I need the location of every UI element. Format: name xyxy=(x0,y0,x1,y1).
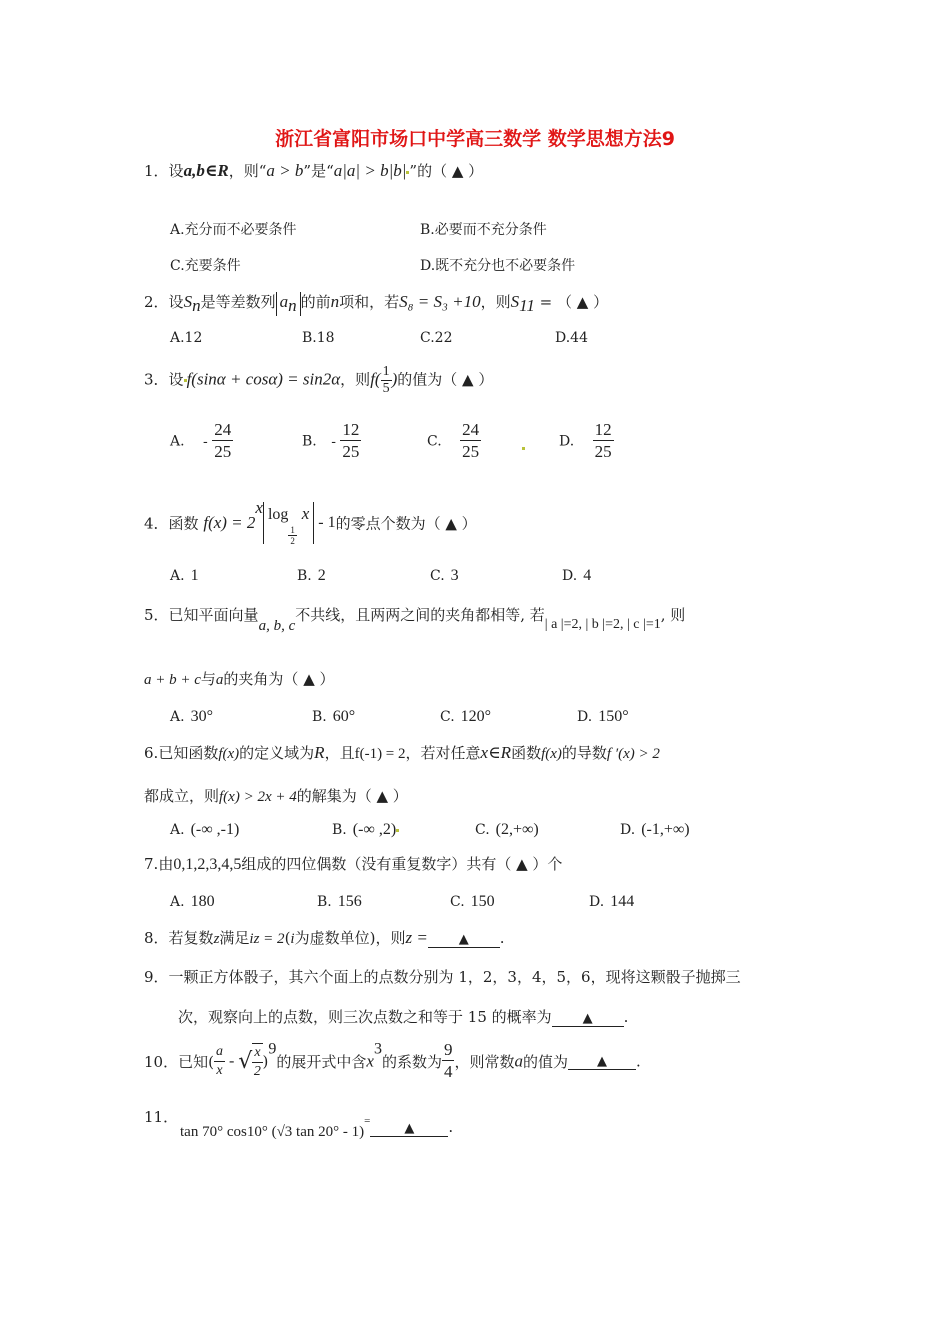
text: ”是“ xyxy=(303,162,334,180)
option-value: 156 xyxy=(337,893,362,910)
option-value: 4 xyxy=(583,567,592,584)
option-label: B. xyxy=(297,568,312,584)
math-expr: f(x) xyxy=(541,746,562,762)
numerator: 1 xyxy=(290,525,295,535)
option-value: 150 xyxy=(470,893,495,910)
minus-sign: - xyxy=(331,433,336,450)
text: ( xyxy=(284,929,291,947)
q5-option-a[interactable] xyxy=(170,708,213,726)
option-label: B. xyxy=(332,822,347,838)
question-number: 9． xyxy=(144,968,169,986)
answer-blank[interactable]: ▲ xyxy=(428,932,500,948)
option-value: 3 xyxy=(450,567,459,584)
question-number: 8． xyxy=(144,929,169,947)
q1-option-d[interactable]: D.既不充分也不必要条件 xyxy=(420,258,576,274)
q7-option-a[interactable] xyxy=(170,893,215,911)
answer-blank[interactable]: ▲ xyxy=(552,1011,624,1027)
text: 的系数为 xyxy=(381,1053,442,1071)
log-text: log xyxy=(267,506,289,523)
text: 次，观察向上的点数，则三次点数之和等于 15 的概率为 xyxy=(178,1008,552,1026)
text: ”的（ ▲ ） xyxy=(409,162,484,180)
denominator: 2 xyxy=(253,1063,261,1079)
question-11-stem xyxy=(180,1115,453,1141)
question-7-stem xyxy=(144,853,562,874)
numerator: 24 xyxy=(214,420,232,439)
math-expr: z xyxy=(213,931,220,947)
dot-mark xyxy=(522,447,525,450)
math-sup: x xyxy=(255,498,263,517)
question-number: 10． xyxy=(144,1053,179,1071)
math-expr: a xyxy=(279,292,289,311)
dot-mark xyxy=(396,829,399,832)
denominator: 25 xyxy=(462,442,480,461)
question-2-stem xyxy=(144,291,608,316)
q3-option-b[interactable] xyxy=(302,420,361,463)
document-title: 浙江省富阳市场口中学高三数学 数学思想方法9 xyxy=(275,128,675,150)
text: 为虚数单位)，则 xyxy=(294,929,406,947)
answer-blank[interactable]: ▲ xyxy=(370,1121,448,1137)
text: 的值为（ ▲ ） xyxy=(397,370,494,389)
math-expr: a > b xyxy=(266,161,304,180)
log-base xyxy=(288,525,297,546)
minus-sign: - xyxy=(203,433,208,450)
equals-sign: = xyxy=(364,1115,371,1127)
sqrt-icon: √ xyxy=(238,1049,253,1074)
text: 与 xyxy=(200,670,216,688)
q5-option-b[interactable] xyxy=(312,708,355,726)
question-9-stem xyxy=(144,966,741,987)
text: 已知平面向量 xyxy=(168,606,259,624)
denominator: 4 xyxy=(443,1062,453,1081)
text: 的展开式中含 xyxy=(276,1053,367,1071)
numerator: x xyxy=(252,1044,262,1063)
text: ) xyxy=(262,1052,269,1071)
text: . xyxy=(448,1118,454,1136)
text: 都成立，则 xyxy=(144,787,220,805)
question-10-stem xyxy=(144,1040,641,1083)
text: , 则 xyxy=(660,606,686,624)
option-label: C. xyxy=(475,822,490,838)
option-label: C. xyxy=(440,709,455,725)
q2-option-d[interactable]: D.44 xyxy=(555,330,588,346)
q1-option-c[interactable]: C.充要条件 xyxy=(170,258,241,274)
option-label: B. xyxy=(317,894,332,910)
denominator: 2 xyxy=(290,536,295,546)
math-expr: f(sinα + cosα) = sin2α xyxy=(186,369,341,389)
q5-option-d[interactable] xyxy=(577,708,629,726)
denominator: 25 xyxy=(594,442,612,461)
q6-option-b[interactable] xyxy=(332,821,399,839)
q3-option-d[interactable] xyxy=(559,420,614,463)
math-expr: a + b + c xyxy=(144,672,201,688)
math-expr: f( xyxy=(370,369,381,389)
text: ，则“ xyxy=(228,162,267,180)
math-expr: tan 70° cos10° (√3 tan 20° - 1) xyxy=(180,1124,365,1140)
text: 一颗正方体骰子，其六个面上的点数分别为 1，2，3，4，5，6，现将这颗骰子抛掷三 xyxy=(168,968,741,986)
q7-option-b[interactable] xyxy=(317,893,362,911)
option-label: A. xyxy=(170,822,185,838)
math-expr: i xyxy=(290,931,295,947)
math-expr: S xyxy=(510,292,520,311)
option-label: A. xyxy=(170,568,185,584)
fraction xyxy=(214,1043,225,1080)
question-3-stem xyxy=(144,364,493,397)
question-number: 1． xyxy=(144,162,169,180)
math-expr: x xyxy=(301,504,310,523)
text: 已知函数 xyxy=(158,744,219,762)
q7-option-d[interactable] xyxy=(589,893,634,911)
text: ，则常数 xyxy=(454,1053,515,1071)
q4-option-c[interactable] xyxy=(430,567,459,585)
math-expr: a,b∈R xyxy=(183,161,229,180)
q6-option-a[interactable] xyxy=(170,821,239,839)
q7-option-c[interactable] xyxy=(450,893,495,911)
math-expr: x∈R xyxy=(480,743,512,762)
option-label: C. xyxy=(450,894,465,910)
text: 由 xyxy=(158,855,174,873)
fraction xyxy=(340,420,361,463)
question-6-stem-cont xyxy=(144,785,408,806)
option-label: B. xyxy=(312,709,327,725)
text: 的零点个数为（ ▲ ） xyxy=(335,514,477,533)
question-number: 7. xyxy=(144,855,159,873)
math-expr: f(x) xyxy=(218,746,240,762)
math-expr: a xyxy=(215,672,224,688)
math-sub: 11 xyxy=(519,296,535,315)
answer-blank[interactable]: ▲ xyxy=(568,1054,636,1070)
text: 已知( xyxy=(178,1053,214,1071)
question-8-stem xyxy=(144,927,505,948)
q1-option-a[interactable]: A.充分而不必要条件 xyxy=(170,222,297,238)
q6-option-d[interactable] xyxy=(620,821,690,839)
option-value: (2,+∞) xyxy=(495,821,539,838)
option-label: D. xyxy=(559,433,575,450)
denominator: 5 xyxy=(382,381,390,396)
text: ，则 xyxy=(480,293,511,311)
text: 若复数 xyxy=(168,929,214,947)
q2-option-c[interactable]: C.22 xyxy=(420,330,453,346)
text: 设 xyxy=(168,162,184,180)
math-expr: x xyxy=(366,1051,374,1071)
math-sub: n xyxy=(192,296,201,315)
option-value: (-∞ ,2) xyxy=(352,821,397,838)
fraction xyxy=(381,364,392,397)
option-label: D. xyxy=(620,822,636,838)
text: . xyxy=(636,1052,641,1071)
math-sup: 3 xyxy=(373,1040,382,1058)
option-label: B. xyxy=(302,433,317,450)
denominator: x xyxy=(216,1063,223,1078)
numerator: a xyxy=(214,1043,225,1062)
option-label: C. xyxy=(427,433,442,450)
question-11-number: 11． xyxy=(144,1108,179,1126)
numerator: 12 xyxy=(594,420,612,439)
math-expr: - 1 xyxy=(314,514,336,531)
text: 不共线，且两两之间的夹角都相等, 若 xyxy=(295,606,545,624)
numerator: 12 xyxy=(342,420,360,439)
question-number: 4． xyxy=(144,514,169,533)
q2-option-b[interactable]: B.18 xyxy=(302,330,335,346)
option-value: 120° xyxy=(460,708,492,725)
q4-option-d[interactable] xyxy=(562,567,591,585)
text: 满足 xyxy=(219,929,250,947)
question-9-stem-cont xyxy=(178,1006,628,1027)
q6-option-c[interactable] xyxy=(475,821,539,839)
text: 的值为 xyxy=(522,1053,568,1071)
option-value: (-1,+∞) xyxy=(641,821,690,838)
math-expr: z = xyxy=(405,928,428,947)
math-expr: | a |=2, | b |=2, | c |=1 xyxy=(544,617,661,632)
math-expr: f(x) > 2x + 4 xyxy=(219,789,297,805)
q1-option-b[interactable]: B.必要而不充分条件 xyxy=(420,222,547,238)
option-value: 30° xyxy=(190,708,213,725)
numerator: 9 xyxy=(443,1040,453,1059)
math-expr: f ′(x) > 2 xyxy=(606,746,660,762)
question-number: 5． xyxy=(144,606,169,624)
q4-option-a[interactable] xyxy=(170,567,199,585)
text: = （ ▲ ） xyxy=(534,293,609,311)
fraction xyxy=(212,420,233,463)
text: . xyxy=(499,929,505,947)
text: 函数 xyxy=(168,514,199,533)
text: 设 xyxy=(168,293,184,311)
question-5-stem xyxy=(144,604,685,635)
option-label: D. xyxy=(589,894,605,910)
text: 是等差数列 xyxy=(200,293,276,311)
option-value: (-∞ ,-1) xyxy=(190,821,240,838)
option-value: 150° xyxy=(598,708,629,725)
option-value: 144 xyxy=(610,893,635,910)
option-value: 180 xyxy=(190,893,215,910)
math-expr: 0,1,2,3,4,5 xyxy=(173,856,242,873)
denominator: 25 xyxy=(342,442,360,461)
fraction xyxy=(460,420,481,463)
math-expr: a|a| > b|b| xyxy=(333,161,407,180)
math-expr: S xyxy=(183,292,193,311)
question-number: 6. xyxy=(144,744,159,762)
text: . xyxy=(623,1008,629,1026)
q3-option-a[interactable] xyxy=(170,420,233,463)
text: ，且 xyxy=(324,744,355,762)
numerator: 1 xyxy=(382,364,390,379)
q2-option-a[interactable]: A.12 xyxy=(170,330,203,346)
question-5-stem-cont xyxy=(144,668,335,689)
text: 项和，若 xyxy=(339,293,400,311)
math-expr: ) xyxy=(391,369,398,389)
text: 的导数 xyxy=(561,744,607,762)
option-label: A. xyxy=(170,709,185,725)
fraction xyxy=(252,1043,262,1081)
math-expr: n xyxy=(330,292,340,311)
option-value: 2 xyxy=(317,567,326,584)
option-value: 1 xyxy=(190,567,199,584)
math-expr: S₈ = S₃ +10 xyxy=(399,292,481,311)
math-expr: a xyxy=(514,1051,523,1071)
question-1-stem xyxy=(144,160,483,181)
q4-option-b[interactable] xyxy=(297,567,326,585)
text: ，若对任意 xyxy=(405,744,481,762)
text: 组成的四位偶数（没有重复数字）共有（ ▲ ）个 xyxy=(241,855,563,873)
text: 设 xyxy=(168,370,184,389)
denominator: 25 xyxy=(214,442,232,461)
text: 函数 xyxy=(511,744,542,762)
option-value: 60° xyxy=(332,708,356,725)
question-number: 2． xyxy=(144,293,169,311)
absolute-value xyxy=(263,502,314,544)
math-expr: iz = 2 xyxy=(249,931,285,947)
fraction xyxy=(593,420,614,463)
q5-option-c[interactable] xyxy=(440,708,491,726)
option-label: A. xyxy=(170,894,185,910)
text: 的定义域为 xyxy=(239,744,315,762)
vector-list: a, b, c xyxy=(258,618,296,634)
text: 的前 xyxy=(300,293,331,311)
math-expr: R xyxy=(314,743,325,762)
fraction xyxy=(442,1040,455,1083)
question-6-stem xyxy=(144,742,660,763)
option-label: D. xyxy=(562,568,578,584)
math-sup: 9 xyxy=(268,1040,277,1058)
text: ，则 xyxy=(340,370,371,389)
minus-sign: - xyxy=(224,1052,239,1070)
math-sub: n xyxy=(288,296,297,315)
question-4-stem xyxy=(144,498,477,544)
numerator: 24 xyxy=(462,420,480,439)
question-number: 3． xyxy=(144,370,169,389)
text: 的解集为（ ▲ ） xyxy=(296,787,408,805)
math-expr: f(-1) = 2 xyxy=(354,746,406,762)
q3-option-c[interactable] xyxy=(427,420,481,463)
text: 的夹角为（ ▲ ） xyxy=(223,670,335,688)
option-label: C. xyxy=(430,568,445,584)
option-label: D. xyxy=(577,709,593,725)
math-expr: f(x) = 2 xyxy=(203,513,256,532)
option-label: A. xyxy=(170,433,185,450)
